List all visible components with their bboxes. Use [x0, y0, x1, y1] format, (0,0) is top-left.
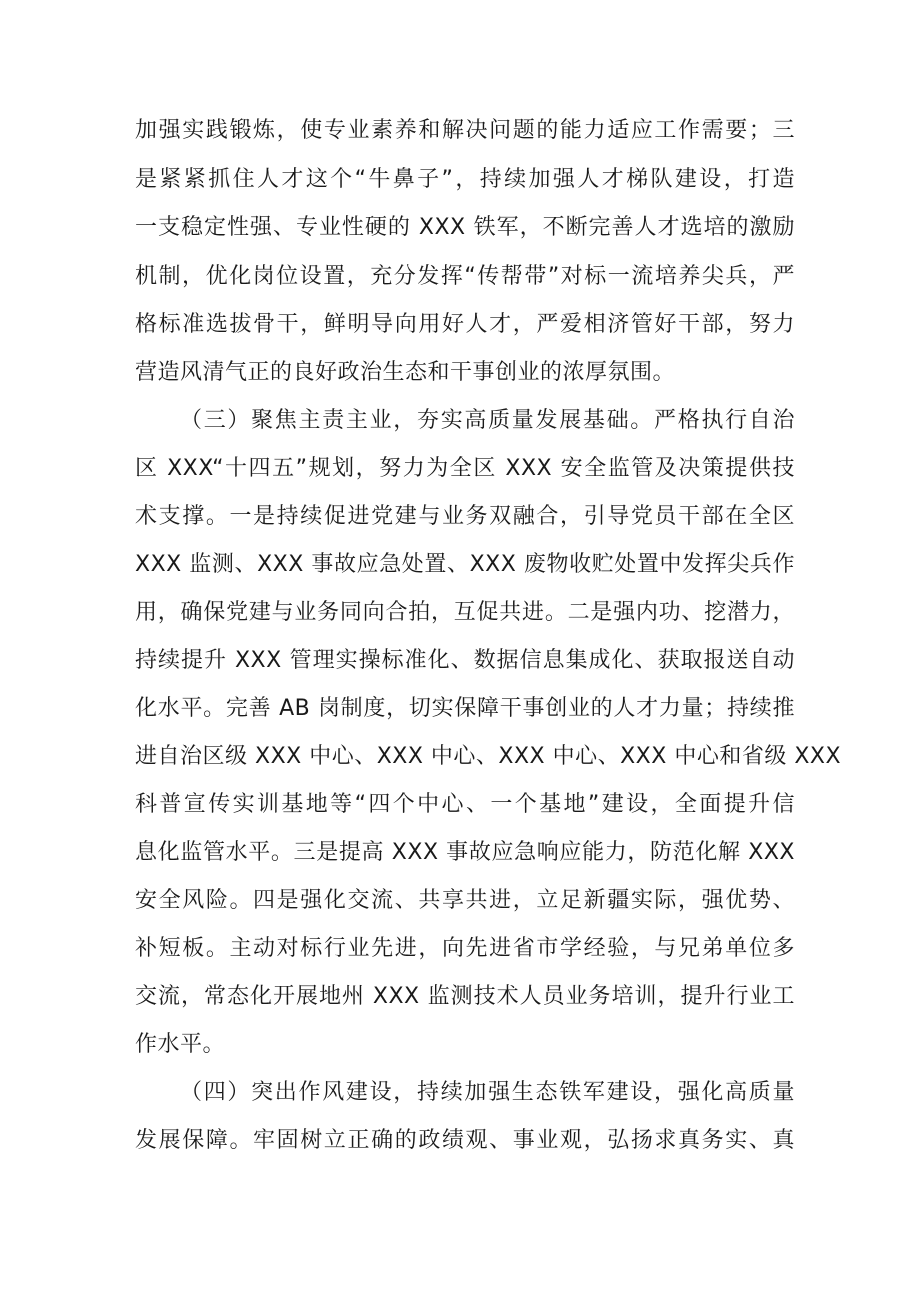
text-line: 发展保障。牢固树立正确的政绩观、事业观，弘扬求真务实、真 [135, 1128, 795, 1153]
text-line: 营造风清气正的良好政治生态和干事创业的浓厚氛围。 [135, 360, 676, 385]
text-line: 用，确保党建与业务同向合拍，互促共进。二是强内功、挖潜力， [135, 600, 795, 625]
text-line: 息化监管水平。三是提高 XXX 事故应急响应能力，防范化解 XXX [135, 840, 795, 865]
text-line: 补短板。主动对标行业先进，向先进省市学经验，与兄弟单位多 [135, 936, 795, 961]
text-line: 格标准选拔骨干，鲜明导向用好人才，严爱相济管好干部，努力 [135, 312, 795, 337]
text-line: 进自治区级 XXX 中心、XXX 中心、XXX 中心、XXX 中心和省级 XXX [135, 744, 842, 769]
text-line: 机制，优化岗位设置，充分发挥“传帮带”对标一流培养尖兵，严 [135, 264, 795, 289]
text-line: 术支撑。一是持续促进党建与业务双融合，引导党员干部在全区 [135, 504, 795, 529]
text-line: XXX 监测、XXX 事故应急处置、XXX 废物收贮处置中发挥尖兵作 [135, 552, 795, 577]
text-line: 持续提升 XXX 管理实操标准化、数据信息集成化、获取报送自动 [135, 648, 795, 673]
text-line: 作水平。 [135, 1032, 226, 1057]
text-line: 区 XXX“十四五”规划，努力为全区 XXX 安全监管及决策提供技 [135, 456, 795, 481]
section-heading-line: （三）聚焦主责主业，夯实高质量发展基础。严格执行自治 [180, 408, 795, 433]
text-line: 一支稳定性强、专业性硬的 XXX 铁军，不断完善人才选培的激励 [135, 215, 795, 240]
text-line: 交流，常态化开展地州 XXX 监测技术人员业务培训，提升行业工 [135, 984, 795, 1009]
text-line: 化水平。完善 AB 岗制度，切实保障干事创业的人才力量；持续推 [135, 696, 795, 721]
section-heading-line: （四）突出作风建设，持续加强生态铁军建设，强化高质量 [180, 1080, 795, 1105]
text-line: 加强实践锻炼，使专业素养和解决问题的能力适应工作需要；三 [135, 118, 795, 143]
text-line: 科普宣传实训基地等“四个中心、一个基地”建设，全面提升信 [135, 792, 796, 817]
text-line: 安全风险。四是强化交流、共享共进，立足新疆实际，强优势、 [135, 888, 795, 913]
text-line: 是紧紧抓住人才这个“牛鼻子”，持续加强人才梯队建设，打造 [135, 167, 796, 192]
